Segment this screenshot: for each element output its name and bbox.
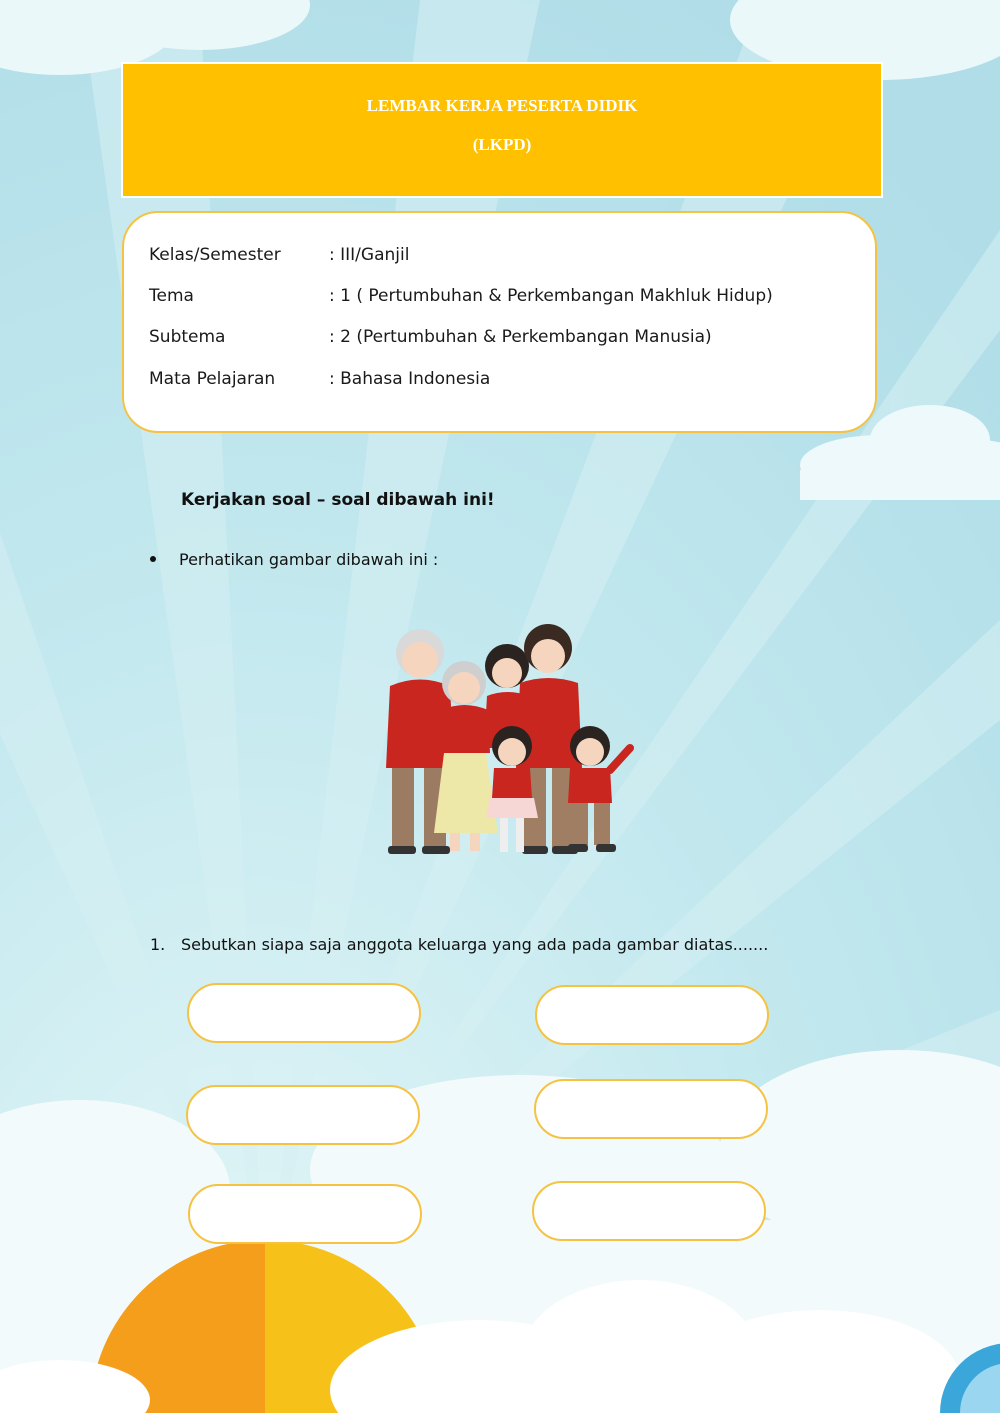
- info-row-subtheme: [149, 327, 712, 347]
- header-title: LEMBAR KERJA PESERTA DIDIK: [366, 96, 638, 115]
- bullet-item: [150, 550, 438, 569]
- bullet-text: Perhatikan gambar dibawah ini :: [179, 550, 439, 569]
- bullet-icon: [150, 556, 156, 562]
- son-figure: [568, 726, 630, 852]
- answer-box-5[interactable]: [188, 1184, 422, 1244]
- answer-box-3[interactable]: [186, 1085, 420, 1145]
- family-illustration: [372, 618, 640, 870]
- question-number: 1.: [150, 935, 166, 954]
- info-row-theme: [149, 286, 773, 306]
- info-value: : 2 (Pertumbuhan & Perkembangan Manusia): [329, 327, 712, 347]
- info-value: : Bahasa Indonesia: [329, 369, 491, 389]
- info-label: Mata Pelajaran: [149, 369, 276, 389]
- question-1: [150, 935, 768, 954]
- answer-box-2[interactable]: [535, 985, 769, 1045]
- header-subtitle: (LKPD): [472, 135, 532, 154]
- info-value: : III/Ganjil: [329, 245, 410, 265]
- identity-box: [122, 211, 877, 433]
- info-value: : 1 ( Pertumbuhan & Perkembangan Makhluk Hidup): [329, 286, 773, 306]
- lkpd-header: [121, 62, 883, 198]
- info-label: Subtema: [149, 327, 226, 347]
- info-row-subject: [149, 369, 490, 389]
- question-text: Sebutkan siapa saja anggota keluarga yang ada pada gambar diatas.......: [181, 935, 769, 954]
- info-row-class: [149, 245, 409, 265]
- answer-box-6[interactable]: [532, 1181, 766, 1241]
- answer-box-4[interactable]: [534, 1079, 768, 1139]
- answer-box-1[interactable]: [187, 983, 421, 1043]
- instruction-heading: Kerjakan soal – soal dibawah ini!: [181, 490, 495, 510]
- info-label: Kelas/Semester: [149, 245, 281, 265]
- info-label: Tema: [149, 286, 194, 306]
